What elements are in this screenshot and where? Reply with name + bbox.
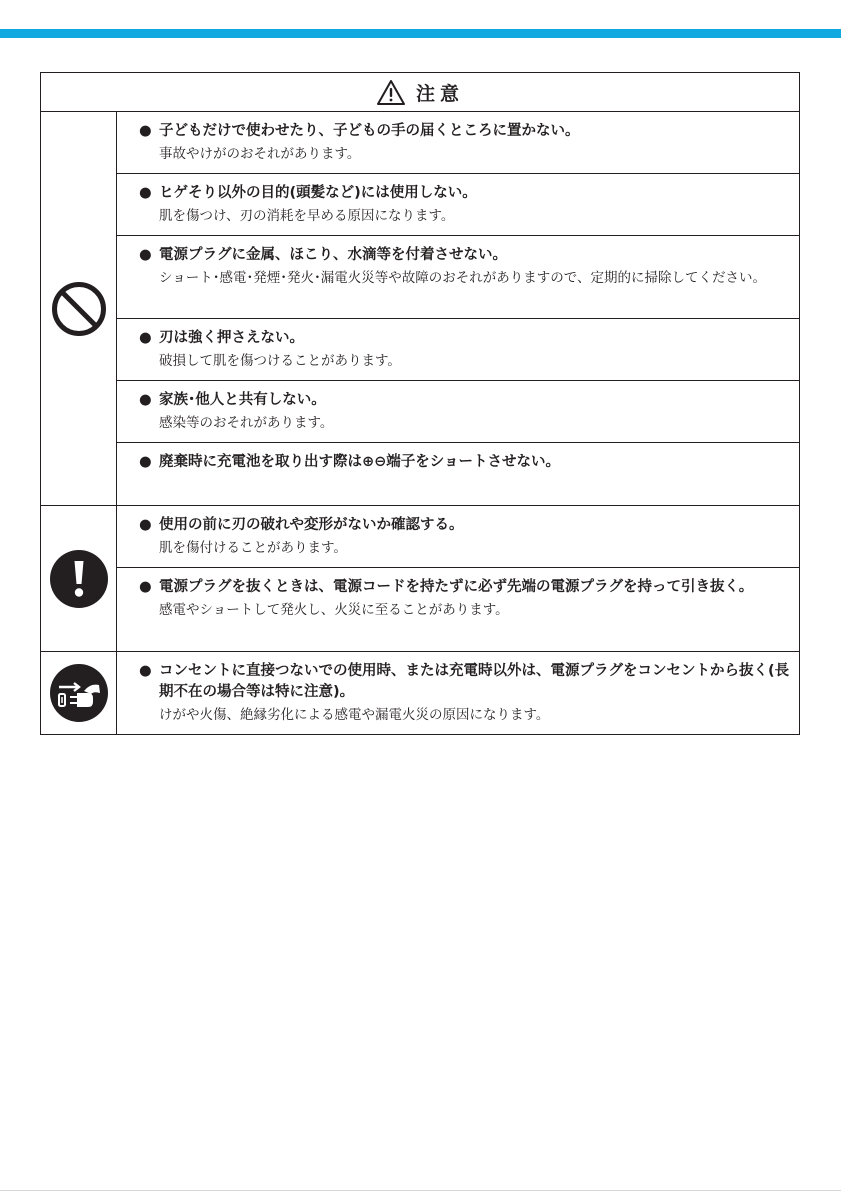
notice-item-body: 事故やけがのおそれがあります。: [159, 146, 361, 162]
bullet-icon: ●: [139, 330, 152, 346]
mandatory-group: [41, 506, 799, 652]
notice-item: [117, 319, 799, 381]
notice-item-title: 廃棄時に充電池を取り出す際は⊕⊖端子をショートさせない。: [159, 454, 561, 470]
bullet-icon: ●: [139, 247, 152, 263]
notice-item: [117, 568, 799, 651]
top-accent-bar: [0, 29, 841, 38]
warning-triangle-icon: [376, 79, 406, 106]
notice-item-body: ショート･感電･発煙･発火･漏電火災等や故障のおそれがありますので、定期的に掃除してください。: [159, 270, 766, 286]
notice-item-body: 感電やショートして発火し、火災に至ることがあります。: [159, 602, 509, 618]
caution-header: [41, 73, 799, 112]
bullet-icon: ●: [139, 185, 152, 201]
notice-item-body: けがや火傷、絶縁劣化による感電や漏電火災の原因になります。: [159, 707, 550, 723]
group-icon-cell: [41, 652, 117, 734]
notice-item-title: 子どもだけで使わせたり、子どもの手の届くところに置かない。: [159, 123, 580, 139]
bullet-icon: ●: [139, 454, 152, 470]
caution-table: [40, 72, 800, 735]
notice-item-title: ヒゲそり以外の目的(頭髪など)には使用しない。: [159, 185, 477, 201]
notice-item-title: 使用の前に刃の破れや変形がないか確認する。: [159, 517, 464, 533]
notice-item: [117, 443, 799, 505]
notice-item-title: 電源プラグに金属、ほこり、水滴等を付着させない。: [159, 247, 507, 263]
unplug-group: [41, 652, 799, 734]
prohibition-items: [117, 112, 799, 505]
caution-title: 注意: [415, 82, 464, 105]
bullet-icon: ●: [139, 123, 152, 139]
notice-item: [117, 506, 799, 568]
notice-item: [117, 381, 799, 443]
notice-item-title: コンセントに直接つないでの使用時、または充電時以外は、電源プラグをコンセントから抜く(長期不在の場合等は特に注意)。: [159, 663, 790, 700]
bottom-rule: [0, 1190, 841, 1191]
prohibition-icon: [51, 281, 107, 337]
notice-item: [117, 236, 799, 319]
notice-item-body: 肌を傷つけ、刃の消耗を早める原因になります。: [159, 208, 455, 224]
bullet-icon: ●: [139, 392, 152, 408]
notice-item: [117, 112, 799, 174]
bullet-icon: ●: [139, 517, 152, 533]
notice-item-title: 家族･他人と共有しない。: [159, 392, 326, 408]
unplug-items: [117, 652, 799, 734]
notice-item: [117, 652, 799, 734]
mandatory-action-icon: [50, 550, 108, 608]
bullet-icon: ●: [139, 579, 152, 595]
notice-item: [117, 174, 799, 236]
mandatory-items: [117, 506, 799, 651]
notice-item-title: 刃は強く押さえない。: [159, 330, 304, 346]
notice-item-body: 感染等のおそれがあります。: [159, 415, 334, 431]
group-icon-cell: [41, 112, 117, 505]
prohibition-group: [41, 112, 799, 506]
unplug-icon: [50, 664, 108, 722]
bullet-icon: ●: [139, 663, 152, 679]
notice-item-body: 破損して肌を傷つけることがあります。: [159, 353, 401, 369]
group-icon-cell: [41, 506, 117, 651]
notice-item-body: 肌を傷付けることがあります。: [159, 540, 347, 556]
notice-item-title: 電源プラグを抜くときは、電源コードを持たずに必ず先端の電源プラグを持って引き抜く。: [159, 579, 754, 595]
